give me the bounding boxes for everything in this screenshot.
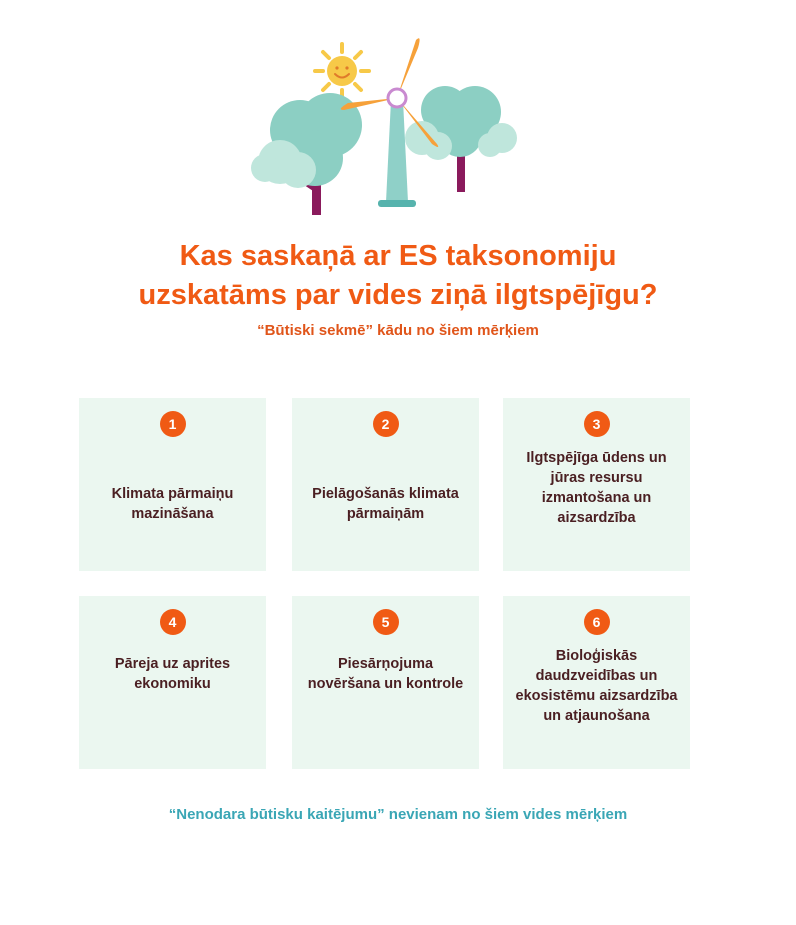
objective-card-5: [292, 596, 479, 769]
sun-icon: [315, 44, 369, 98]
title-line-2: uzskatāms par vides ziņā ilgtspējīgu?: [138, 279, 658, 311]
tree-icon: [251, 93, 362, 215]
objective-card-6: [503, 596, 690, 769]
number-badge: 1: [160, 411, 186, 437]
objective-label: Bioloģiskās daudzveidības un ekosistēmu aizsardzība un atjaunošana: [515, 648, 678, 724]
objective-label: Piesārņojuma novēršana un kontrole: [307, 656, 464, 692]
subtitle: “Būtiski sekmē” kādu no šiem mērķiem: [257, 322, 539, 339]
number-badge: 2: [373, 411, 399, 437]
tree-icon: [405, 86, 517, 192]
objective-card-2: [292, 398, 479, 571]
number-badge: 3: [584, 411, 610, 437]
number-badge: 5: [373, 609, 399, 635]
objective-label: Ilgtspējīga ūdens un jūras resursu izmantošana un aizsardzība: [526, 450, 667, 526]
objective-card-1: [79, 398, 266, 571]
number-badge: 6: [584, 609, 610, 635]
objective-label: Klimata pārmaiņu mazināšana: [111, 485, 234, 522]
page-title: [0, 237, 796, 315]
objective-card-4: [79, 596, 266, 769]
objective-label: Pielāgošanās klimata pārmaiņām: [312, 485, 459, 522]
number-badge: 4: [160, 609, 186, 635]
title-line-1: Kas saskaņā ar ES taksonomiju: [179, 240, 617, 272]
objective-label: Pāreja uz aprites ekonomiku: [114, 656, 231, 692]
illustration: [240, 30, 540, 215]
objective-card-3: [503, 398, 690, 571]
footer-note: “Nenodara būtisku kaitējumu” nevienam no šiem vides mērķiem: [168, 806, 628, 823]
